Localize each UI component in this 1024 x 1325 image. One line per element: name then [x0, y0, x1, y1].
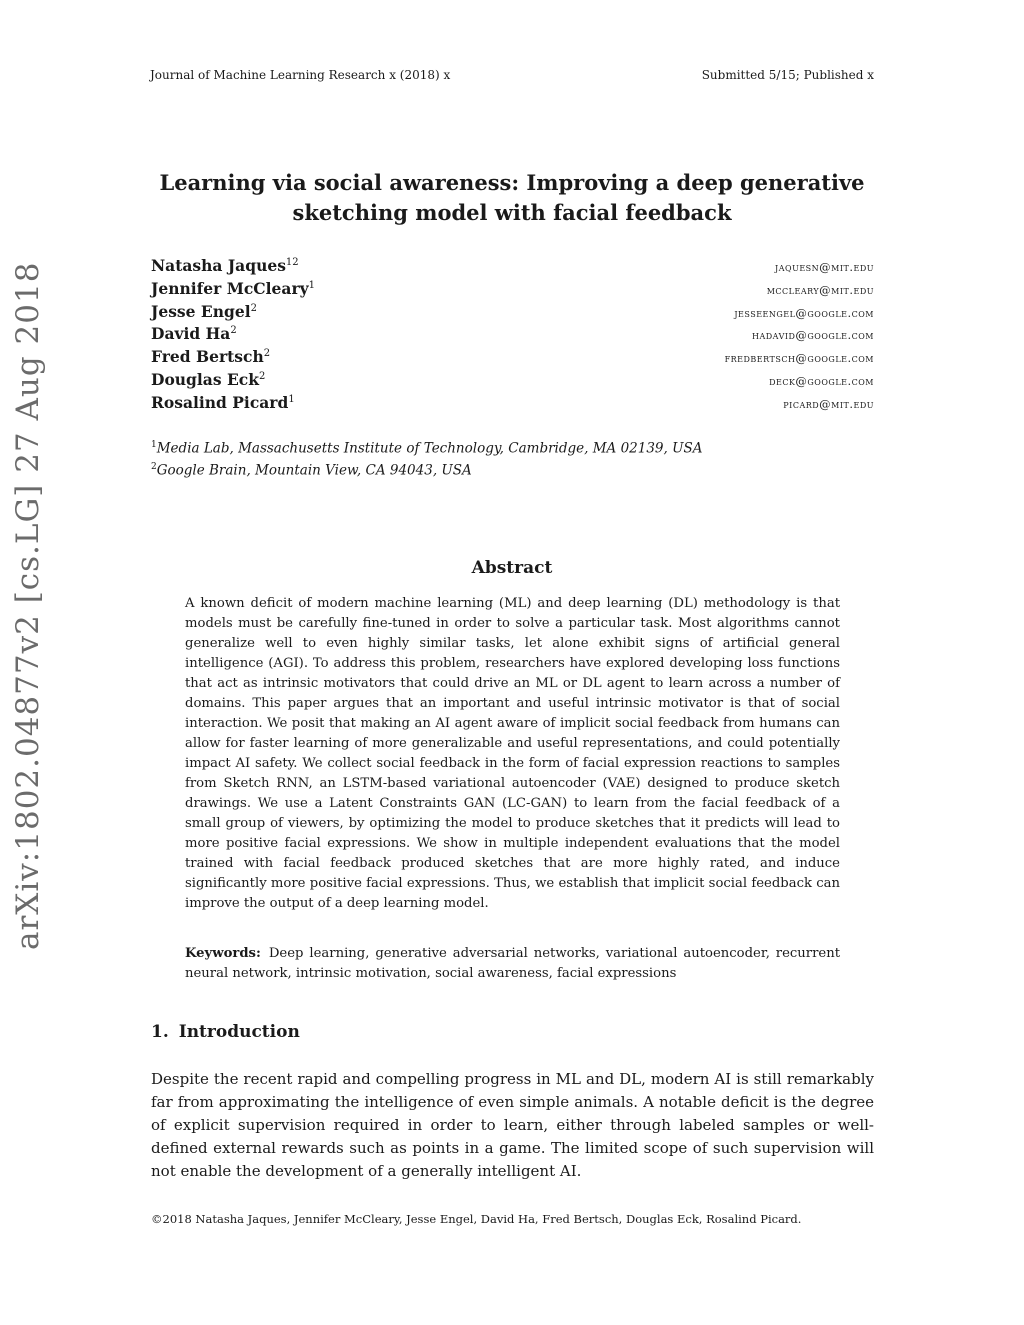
author-row — [151, 347, 874, 370]
author-name: Douglas Eck$^2$ — [151, 369, 266, 389]
author-row — [151, 256, 874, 279]
affiliation: $^2$Google Brain, Mountain View, CA 94043, USA — [151, 462, 472, 479]
author-list — [151, 256, 874, 416]
running-header-dates: Submitted 5/15; Published x — [701, 68, 874, 82]
copyright-footer: ©2018 Natasha Jaques, Jennifer McCleary, Jesse Engel, David Ha, Fred Bertsch, Douglas Eck, Rosalind Picard. — [151, 1212, 802, 1226]
keywords-text: Deep learning, generative adversarial networks, variational autoencoder, recurrent neural network, intrinsic motivation, social awareness, facial expressions — [185, 946, 840, 981]
keywords — [185, 944, 840, 984]
author-email: fredbertsch@google.com — [724, 351, 874, 366]
affiliation: $^1$Media Lab, Massachusetts Institute of Technology, Cambridge, MA 02139, USA — [151, 440, 703, 457]
author-email: picard@mit.edu — [783, 396, 874, 411]
title-line-1: Learning via social awareness: Improving a deep generative — [159, 170, 865, 195]
keywords-label: Keywords: — [185, 946, 261, 961]
author-email: mccleary@mit.edu — [766, 282, 874, 297]
title-line-2: sketching model with facial feedback — [292, 200, 732, 225]
affiliations — [151, 440, 702, 484]
section-heading-introduction: 1. Introduction — [151, 1022, 300, 1042]
author-email: jaquesn@mit.edu — [775, 260, 874, 274]
author-row — [151, 393, 874, 416]
author-name: David Ha$^2$ — [151, 324, 237, 344]
author-row — [151, 302, 874, 325]
author-row — [151, 370, 874, 393]
running-header-journal: Journal of Machine Learning Research x (2018) x — [150, 68, 451, 82]
author-name: Jesse Engel$^2$ — [151, 301, 257, 321]
author-name: Jennifer McCleary$^1$ — [151, 278, 315, 298]
author-email: jesseengel@google.com — [734, 305, 874, 320]
abstract-text: A known deficit of modern machine learning (ML) and deep learning (DL) methodology is that models must be carefully fine-tuned in order to solve a particular task. Most algorithms cannot generalize well to even highly similar tasks, let alone exhibit signs of artificial general intelligence (AGI). To address this problem, researchers have explored developing loss functions that act as intrinsic motivators that could drive an ML or DL agent to learn across a number of domains. This paper argues that an important and useful intrinsic motivator is that of social interaction. We posit that making an AI agent aware of implicit social feedback from humans can allow for faster learning of more generalizable and useful representations, and could potentially impact AI safety. We collect social feedback in the form of facial expression reactions to samples from Sketch RNN, an LSTM-based variational autoencoder (VAE) designed to produce sketch drawings. We use a Latent Constraints GAN (LC-GAN) to learn from the facial feedback of a small group of viewers, by optimizing the model to produce sketches that it predicts will lead to more positive facial expressions. We show in multiple independent evaluations that the model trained with facial feedback produced sketches that are more highly rated, and induce significantly more positive facial expressions. Thus, we establish that implicit social feedback can improve the output of a deep learning model. — [185, 596, 840, 911]
author-name: Rosalind Picard$^1$ — [151, 392, 295, 412]
author-row — [151, 324, 874, 347]
author-name: Fred Bertsch$^2$ — [151, 347, 271, 367]
author-row — [151, 279, 874, 302]
author-email: deck@google.com — [769, 373, 874, 388]
introduction-paragraph: Despite the recent rapid and compelling progress in ML and DL, modern AI is still remarkably far from approximating the intelligence of even simple animals. A notable deficit is the degree of explicit supervision required in order to learn, either through labeled samples or well-defined external rewards such as points in a game. The limited scope of such supervision will not enable the development of a generally intelligent AI. — [151, 1070, 874, 1180]
author-name: Natasha Jaques$^{12}$ — [151, 256, 299, 275]
paper-title — [130, 168, 894, 228]
author-email: hadavid@google.com — [752, 328, 874, 343]
abstract-heading: Abstract — [471, 558, 553, 578]
arxiv-stamp: arXiv:1802.04877v2 [cs.LG] 27 Aug 2018 — [10, 261, 46, 950]
